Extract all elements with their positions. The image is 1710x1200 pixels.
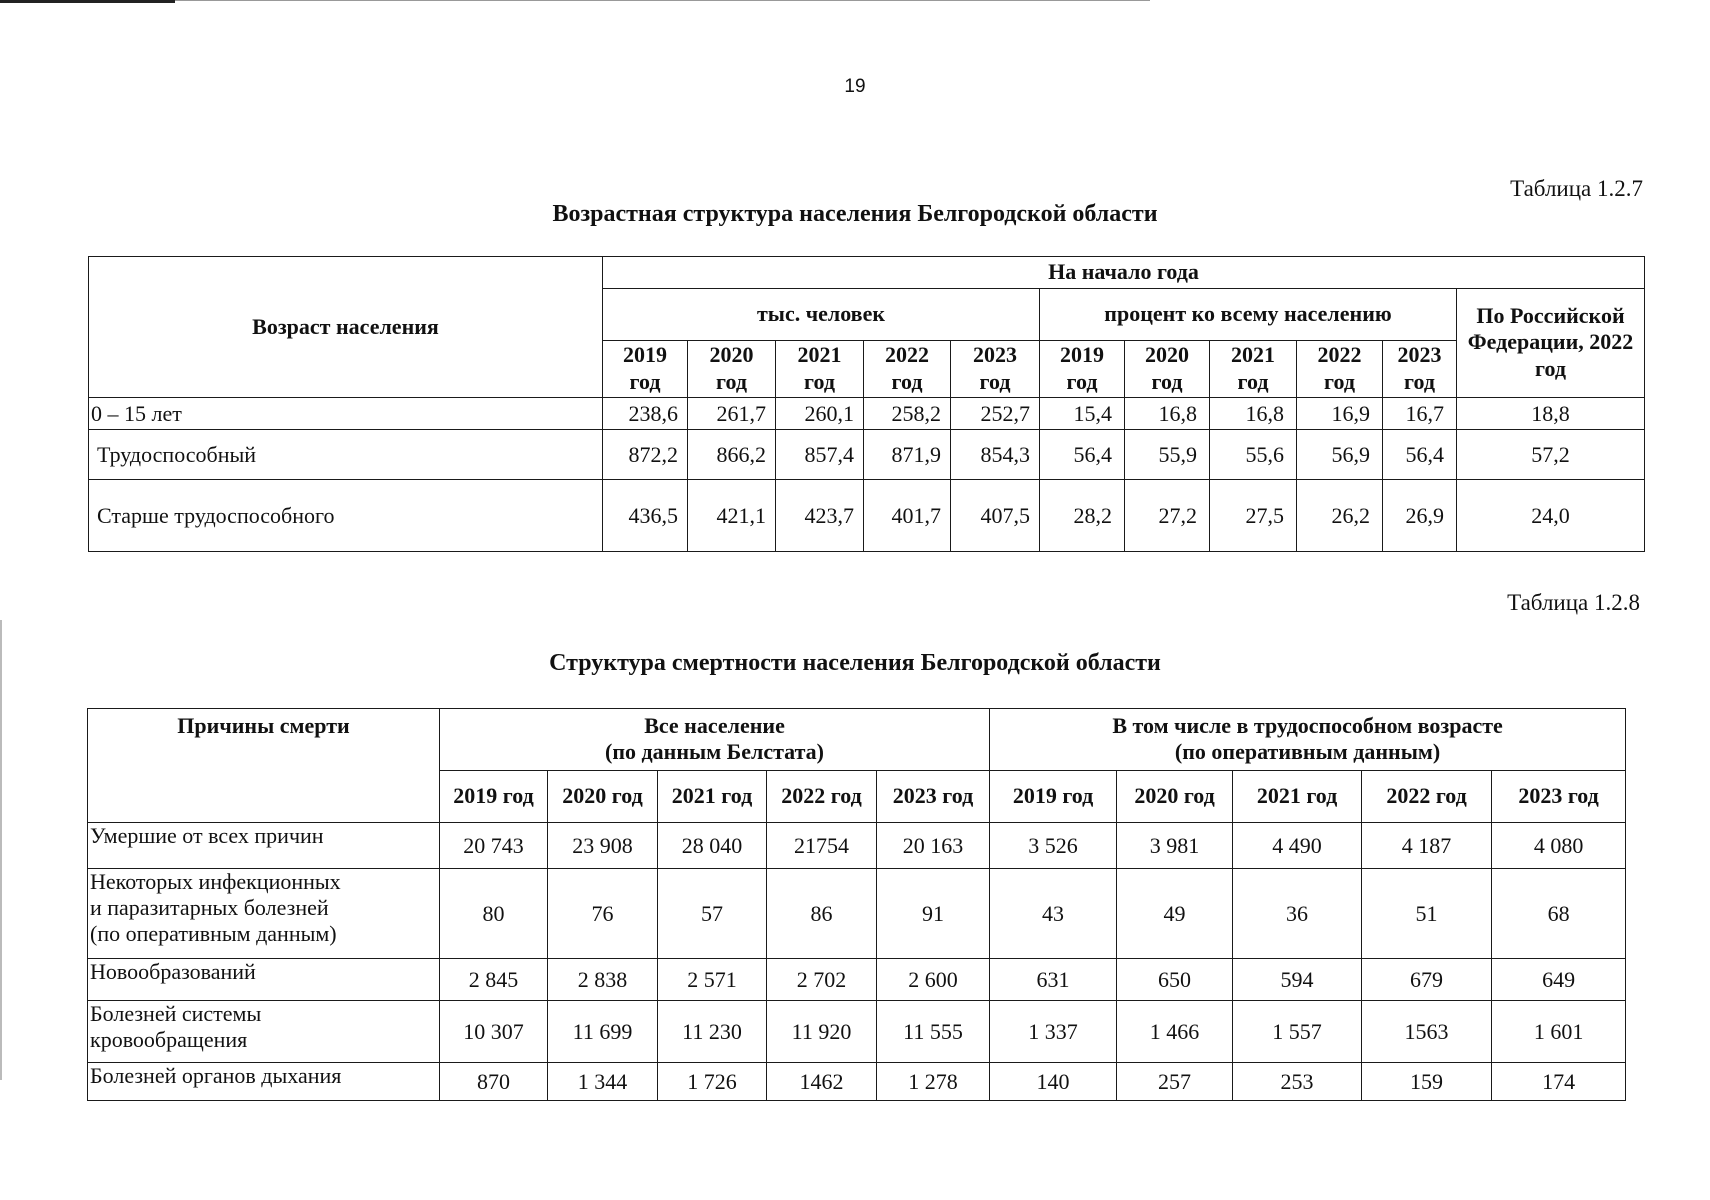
cell-value: 2 571 bbox=[658, 959, 767, 1001]
year-header: 2023 год bbox=[951, 341, 1040, 398]
year-header: 2021 год bbox=[776, 341, 864, 398]
cell-value: 11 230 bbox=[658, 1001, 767, 1063]
header-at-start-of-year: На начало года bbox=[603, 257, 1645, 289]
table2-label: Таблица 1.2.8 bbox=[1507, 590, 1640, 615]
cell-value: 24,0 bbox=[1457, 480, 1645, 552]
cell-value: 91 bbox=[877, 869, 990, 959]
cell-value: 4 490 bbox=[1233, 823, 1362, 869]
cell-value: 253 bbox=[1233, 1063, 1362, 1101]
cell-value: 261,7 bbox=[688, 398, 776, 430]
cell-value: 1 466 bbox=[1117, 1001, 1233, 1063]
year-header: 2020 год bbox=[1125, 341, 1210, 398]
table-row bbox=[88, 823, 1626, 869]
cell-value: 56,4 bbox=[1383, 430, 1457, 480]
header-rf-2022: По Российской Федерации, 2022 год bbox=[1457, 289, 1645, 398]
table-row bbox=[88, 1001, 1626, 1063]
row-label: Болезней системы кровообращения bbox=[88, 1001, 440, 1063]
cell-value: 257 bbox=[1117, 1063, 1233, 1101]
mortality-structure-table bbox=[87, 708, 1626, 1101]
table1-title: Возрастная структура населения Белгородской области bbox=[552, 201, 1158, 227]
cell-value: 871,9 bbox=[864, 430, 951, 480]
cell-value: 401,7 bbox=[864, 480, 951, 552]
row-label: Старше трудоспособного bbox=[89, 480, 603, 552]
cell-value: 20 743 bbox=[440, 823, 548, 869]
cell-value: 16,8 bbox=[1210, 398, 1297, 430]
cell-value: 55,9 bbox=[1125, 430, 1210, 480]
row-label: Новообразований bbox=[88, 959, 440, 1001]
row-label: Некоторых инфекционных и паразитарных болезней (по оперативным данным) bbox=[88, 869, 440, 959]
scan-edge-left bbox=[0, 620, 2, 1080]
cell-value: 27,5 bbox=[1210, 480, 1297, 552]
cell-value: 80 bbox=[440, 869, 548, 959]
scan-edge-top bbox=[0, 0, 175, 3]
table2-title: Структура смертности населения Белгородской области bbox=[549, 650, 1161, 676]
year-header: 2023 год bbox=[877, 771, 990, 823]
cell-value: 68 bbox=[1492, 869, 1626, 959]
cell-value: 423,7 bbox=[776, 480, 864, 552]
row-label: 0 – 15 лет bbox=[89, 398, 603, 430]
cell-value: 23 908 bbox=[548, 823, 658, 869]
year-header: 2022 год bbox=[864, 341, 951, 398]
cell-value: 20 163 bbox=[877, 823, 990, 869]
table-row bbox=[89, 398, 1645, 430]
cell-value: 1 557 bbox=[1233, 1001, 1362, 1063]
header-age: Возраст населения bbox=[89, 257, 603, 398]
cell-value: 43 bbox=[990, 869, 1117, 959]
cell-value: 49 bbox=[1117, 869, 1233, 959]
cell-value: 18,8 bbox=[1457, 398, 1645, 430]
cell-value: 56,9 bbox=[1297, 430, 1383, 480]
cell-value: 1 601 bbox=[1492, 1001, 1626, 1063]
cell-value: 594 bbox=[1233, 959, 1362, 1001]
table-row bbox=[89, 430, 1645, 480]
cell-value: 4 187 bbox=[1362, 823, 1492, 869]
year-header: 2019 год bbox=[1040, 341, 1125, 398]
cell-value: 28,2 bbox=[1040, 480, 1125, 552]
cell-value: 16,7 bbox=[1383, 398, 1457, 430]
cell-value: 436,5 bbox=[603, 480, 688, 552]
year-header: 2023 год bbox=[1383, 341, 1457, 398]
year-header: 2020 год bbox=[548, 771, 658, 823]
cell-value: 407,5 bbox=[951, 480, 1040, 552]
header-thousands: тыс. человек bbox=[603, 289, 1040, 341]
cell-value: 57,2 bbox=[1457, 430, 1645, 480]
cell-value: 28 040 bbox=[658, 823, 767, 869]
year-header: 2019 год bbox=[440, 771, 548, 823]
cell-value: 11 699 bbox=[548, 1001, 658, 1063]
cell-value: 3 981 bbox=[1117, 823, 1233, 869]
cell-value: 174 bbox=[1492, 1063, 1626, 1101]
cell-value: 36 bbox=[1233, 869, 1362, 959]
cell-value: 260,1 bbox=[776, 398, 864, 430]
row-label: Умершие от всех причин bbox=[88, 823, 440, 869]
cell-value: 1 278 bbox=[877, 1063, 990, 1101]
cell-value: 2 600 bbox=[877, 959, 990, 1001]
cell-value: 26,2 bbox=[1297, 480, 1383, 552]
year-header: 2022 год bbox=[767, 771, 877, 823]
cell-value: 679 bbox=[1362, 959, 1492, 1001]
table-row bbox=[88, 959, 1626, 1001]
cell-value: 649 bbox=[1492, 959, 1626, 1001]
year-header: 2022 год bbox=[1297, 341, 1383, 398]
cell-value: 3 526 bbox=[990, 823, 1117, 869]
cell-value: 1462 bbox=[767, 1063, 877, 1101]
cell-value: 27,2 bbox=[1125, 480, 1210, 552]
cell-value: 11 555 bbox=[877, 1001, 990, 1063]
header-cause: Причины смерти bbox=[88, 709, 440, 823]
cell-value: 854,3 bbox=[951, 430, 1040, 480]
table-row bbox=[89, 480, 1645, 552]
cell-value: 238,6 bbox=[603, 398, 688, 430]
cell-value: 16,8 bbox=[1125, 398, 1210, 430]
cell-value: 631 bbox=[990, 959, 1117, 1001]
cell-value: 57 bbox=[658, 869, 767, 959]
cell-value: 421,1 bbox=[688, 480, 776, 552]
cell-value: 2 838 bbox=[548, 959, 658, 1001]
year-header: 2020 год bbox=[1117, 771, 1233, 823]
cell-value: 15,4 bbox=[1040, 398, 1125, 430]
cell-value: 4 080 bbox=[1492, 823, 1626, 869]
table-row bbox=[88, 1063, 1626, 1101]
cell-value: 872,2 bbox=[603, 430, 688, 480]
cell-value: 10 307 bbox=[440, 1001, 548, 1063]
cell-value: 1 344 bbox=[548, 1063, 658, 1101]
table-row bbox=[88, 869, 1626, 959]
header-percent: процент ко всему населению bbox=[1040, 289, 1457, 341]
year-header: 2022 год bbox=[1362, 771, 1492, 823]
cell-value: 866,2 bbox=[688, 430, 776, 480]
year-header: 2019 год bbox=[990, 771, 1117, 823]
header-all-population: Все население (по данным Белстата) bbox=[440, 709, 990, 771]
cell-value: 2 702 bbox=[767, 959, 877, 1001]
year-header: 2021 год bbox=[658, 771, 767, 823]
cell-value: 11 920 bbox=[767, 1001, 877, 1063]
scan-edge-line bbox=[175, 0, 1150, 1]
cell-value: 1 337 bbox=[990, 1001, 1117, 1063]
table1-label: Таблица 1.2.7 bbox=[1510, 176, 1643, 201]
cell-value: 870 bbox=[440, 1063, 548, 1101]
cell-value: 1 726 bbox=[658, 1063, 767, 1101]
row-label: Трудоспособный bbox=[89, 430, 603, 480]
header-working-age: В том числе в трудоспособном возрасте (по оперативным данным) bbox=[990, 709, 1626, 771]
year-header: 2021 год bbox=[1210, 341, 1297, 398]
cell-value: 55,6 bbox=[1210, 430, 1297, 480]
year-header: 2019 год bbox=[603, 341, 688, 398]
cell-value: 140 bbox=[990, 1063, 1117, 1101]
year-header: 2020 год bbox=[688, 341, 776, 398]
cell-value: 21754 bbox=[767, 823, 877, 869]
cell-value: 159 bbox=[1362, 1063, 1492, 1101]
cell-value: 1563 bbox=[1362, 1001, 1492, 1063]
cell-value: 258,2 bbox=[864, 398, 951, 430]
cell-value: 2 845 bbox=[440, 959, 548, 1001]
cell-value: 252,7 bbox=[951, 398, 1040, 430]
row-label: Болезней органов дыхания bbox=[88, 1063, 440, 1101]
cell-value: 650 bbox=[1117, 959, 1233, 1001]
year-header: 2021 год bbox=[1233, 771, 1362, 823]
year-header: 2023 год bbox=[1492, 771, 1626, 823]
cell-value: 86 bbox=[767, 869, 877, 959]
cell-value: 26,9 bbox=[1383, 480, 1457, 552]
page-number: 19 bbox=[844, 76, 866, 97]
cell-value: 76 bbox=[548, 869, 658, 959]
cell-value: 16,9 bbox=[1297, 398, 1383, 430]
cell-value: 857,4 bbox=[776, 430, 864, 480]
cell-value: 56,4 bbox=[1040, 430, 1125, 480]
cell-value: 51 bbox=[1362, 869, 1492, 959]
age-structure-table bbox=[88, 256, 1645, 552]
